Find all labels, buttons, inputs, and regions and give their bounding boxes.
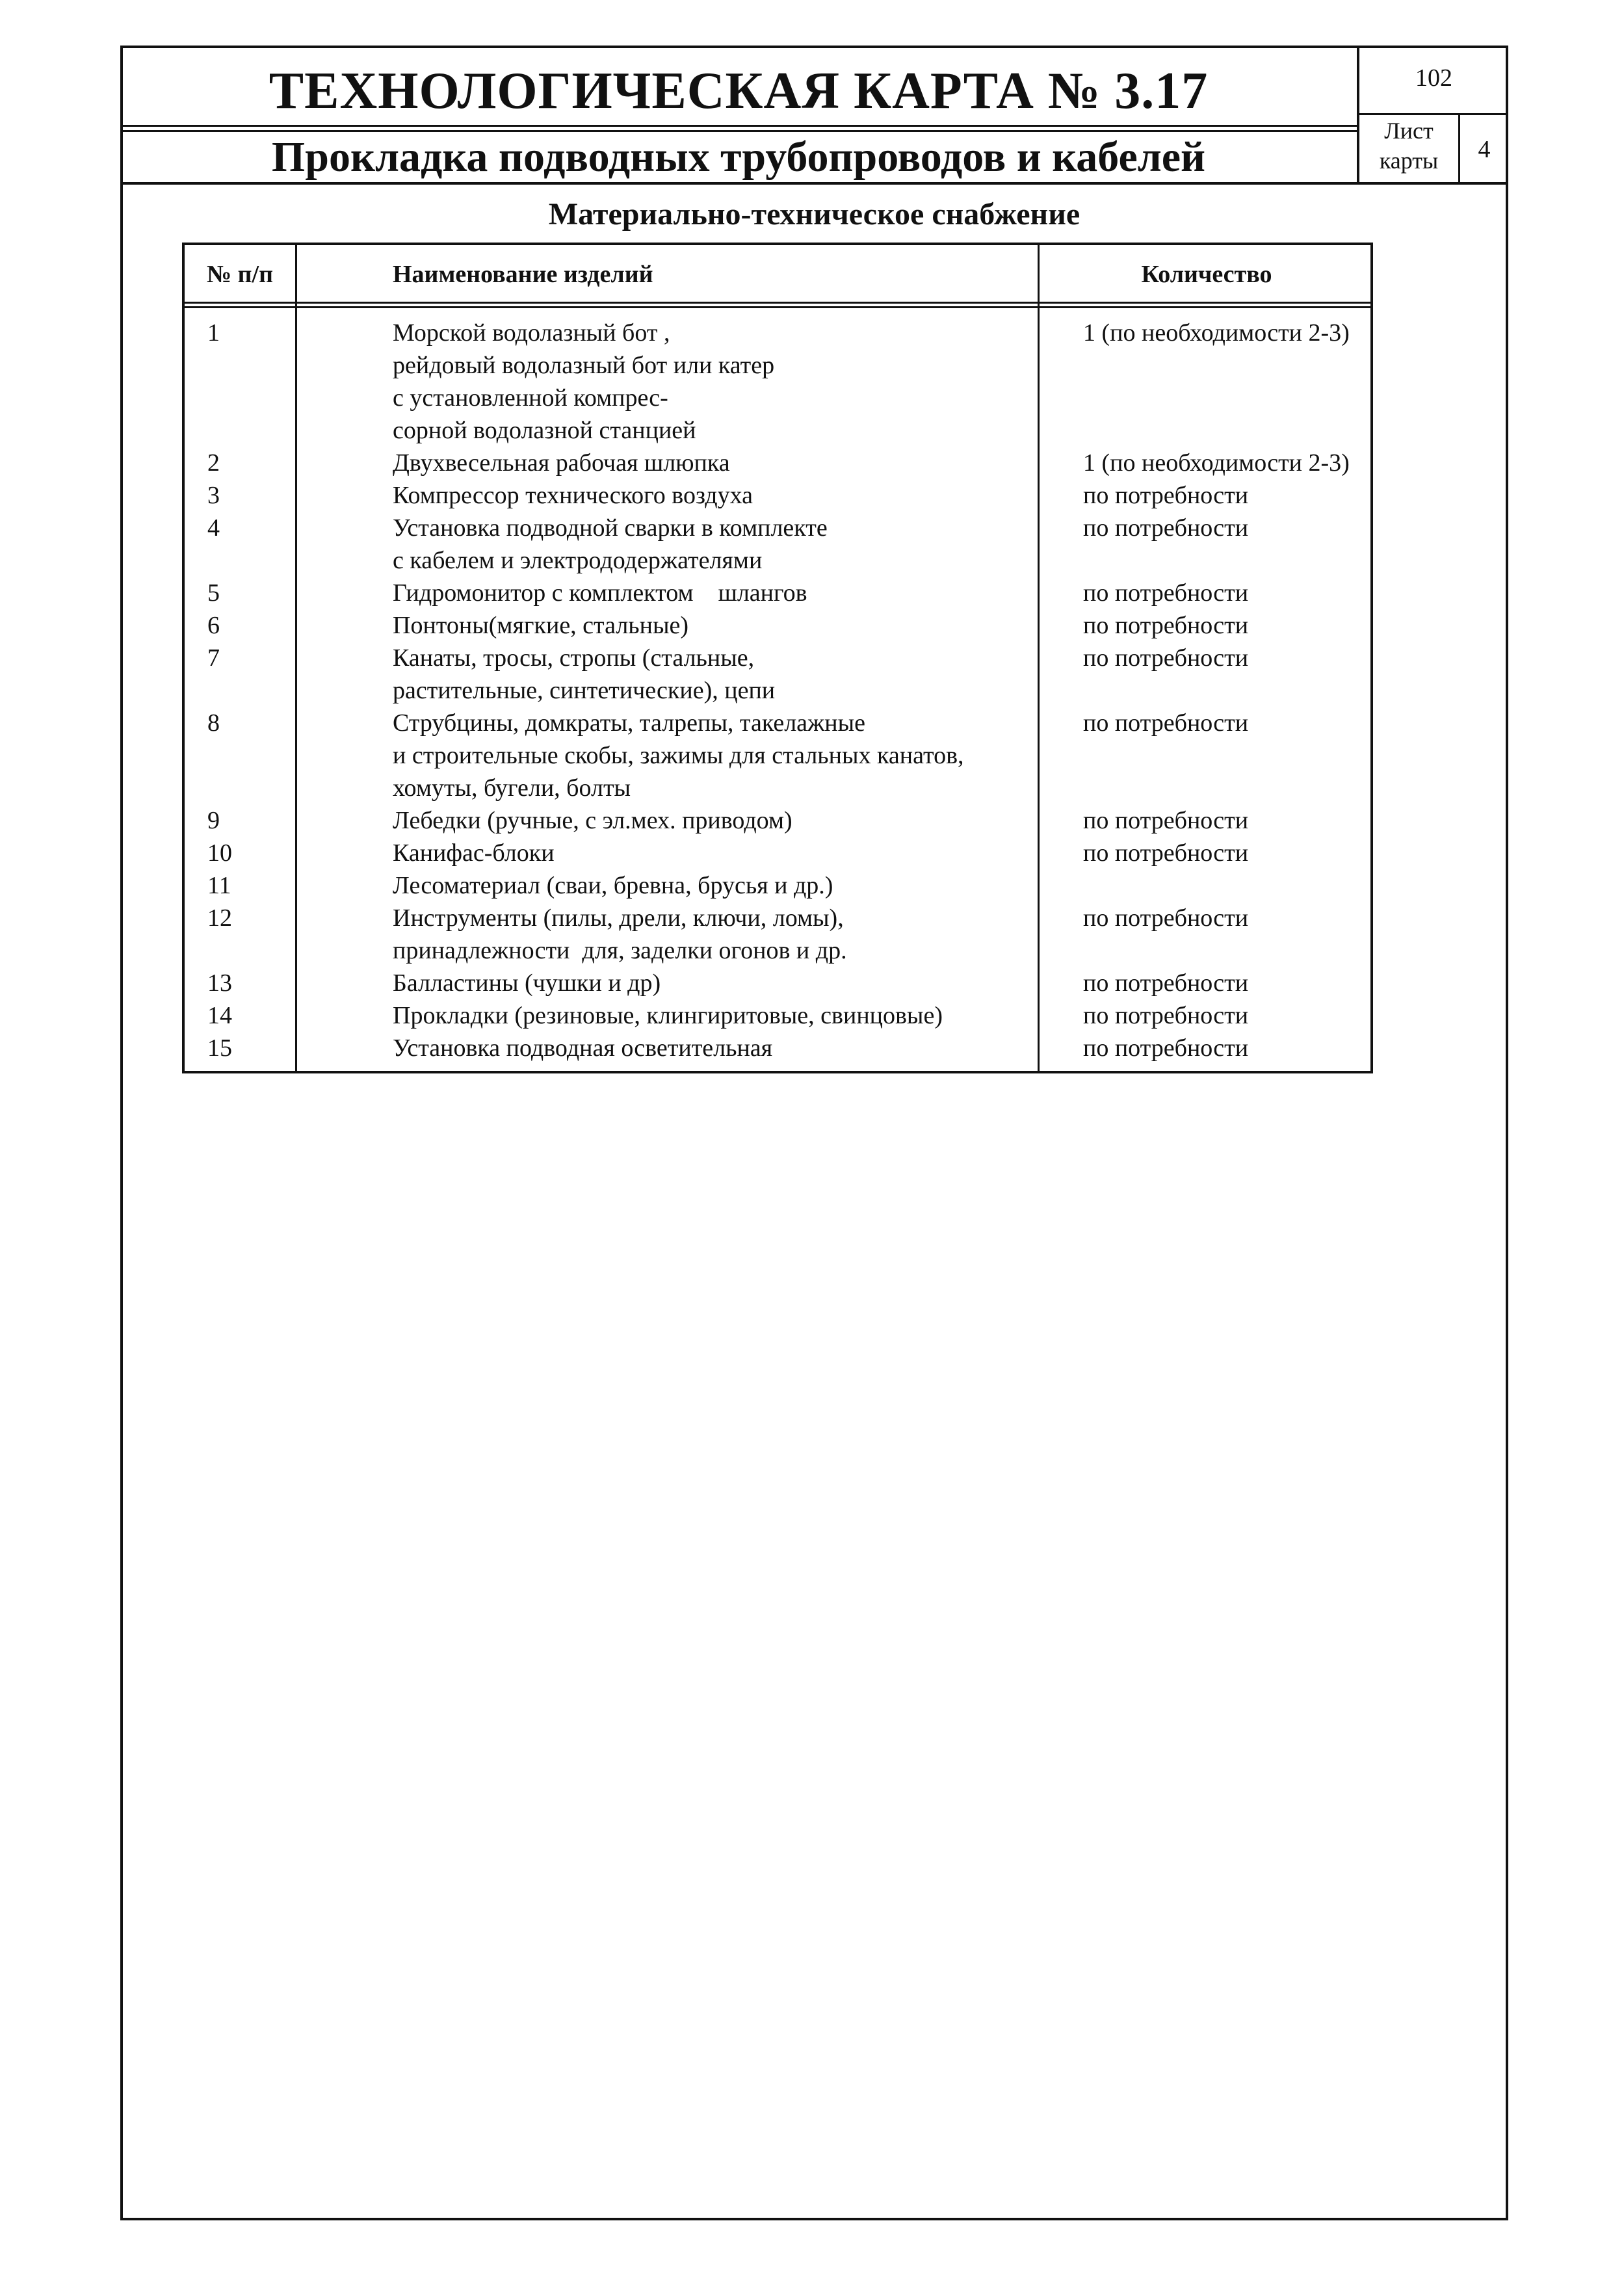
- item-name-line: Инструменты (пилы, дрели, ключи, ломы),: [393, 904, 844, 932]
- table-row: [185, 479, 1370, 512]
- item-name-line: Лесоматериал (сваи, бревна, брусья и др.): [393, 872, 833, 899]
- item-name-line: Двухвесельная рабочая шлюпка: [393, 449, 730, 477]
- item-name-line: Установка подводной сварки в комплекте: [393, 514, 828, 542]
- item-quantity: по потребности: [1083, 514, 1249, 542]
- row-number: 10: [207, 839, 232, 867]
- row-number: 9: [207, 807, 220, 834]
- item-quantity: по потребности: [1083, 579, 1249, 607]
- row-number: 3: [207, 482, 220, 509]
- item-quantity: по потребности: [1083, 482, 1249, 509]
- table-row: [185, 837, 1370, 869]
- table-row: [185, 317, 1370, 447]
- item-quantity: 1 (по необходимости 2-3): [1083, 319, 1350, 347]
- row-number: 13: [207, 969, 232, 997]
- item-name-line: Компрессор технического воздуха: [393, 482, 753, 509]
- item-quantity: по потребности: [1083, 612, 1249, 639]
- sheet-label-line1: Лист: [1384, 118, 1434, 144]
- table-row: [185, 999, 1370, 1032]
- table-row: [185, 609, 1370, 642]
- row-number: 4: [207, 514, 220, 542]
- document-title: ТЕХНОЛОГИЧЕСКАЯ КАРТА № 3.17: [268, 62, 1209, 120]
- header-divider: [120, 125, 1357, 127]
- item-name-line: хомуты, бугели, болты: [393, 774, 631, 802]
- row-number: 8: [207, 709, 220, 737]
- table-row: [185, 967, 1370, 999]
- table-row: [185, 642, 1370, 707]
- row-number: 12: [207, 904, 232, 932]
- item-name-line: Гидромонитор с комплектом шлангов: [393, 579, 807, 607]
- item-name-line: сорной водолазной станцией: [393, 417, 696, 444]
- table-body: [185, 317, 1370, 1064]
- item-quantity: по потребности: [1083, 1034, 1249, 1062]
- table-row: [185, 707, 1370, 804]
- item-name-line: с установленной компрес-: [393, 384, 668, 412]
- table-row: [185, 804, 1370, 837]
- item-name-line: и строительные скобы, зажимы для стальных канатов,: [393, 742, 964, 769]
- item-name-line: Канаты, тросы, стропы (стальные,: [393, 644, 755, 672]
- item-quantity: по потребности: [1083, 839, 1249, 867]
- item-name-line: Канифас-блоки: [393, 839, 555, 867]
- item-name-line: принадлежности для, заделки огонов и др.: [393, 937, 847, 964]
- item-quantity: по потребности: [1083, 709, 1249, 737]
- table-row: [185, 447, 1370, 479]
- item-quantity: по потребности: [1083, 1002, 1249, 1029]
- item-name-line: Понтоны(мягкие, стальные): [393, 612, 688, 639]
- item-name-line: Лебедки (ручные, с эл.мех. приводом): [393, 807, 792, 834]
- row-number: 1: [207, 319, 220, 347]
- side-box-divider: [1357, 113, 1508, 115]
- item-name-line: Балластины (чушки и др): [393, 969, 661, 997]
- table-row: [185, 1032, 1370, 1064]
- item-name-line: Установка подводная осветительная: [393, 1034, 773, 1062]
- item-quantity: по потребности: [1083, 644, 1249, 672]
- sheet-label-line2: карты: [1379, 148, 1439, 174]
- item-name-line: с кабелем и электрододержателями: [393, 547, 763, 574]
- table-row: [185, 512, 1370, 577]
- row-number: 6: [207, 612, 220, 639]
- item-quantity: по потребности: [1083, 807, 1249, 834]
- item-name-line: Морской водолазный бот ,: [393, 319, 670, 347]
- row-number: 5: [207, 579, 220, 607]
- table-row: [185, 902, 1370, 967]
- page-number: 102: [1415, 64, 1452, 92]
- sheet-number: 4: [1478, 136, 1491, 163]
- row-number: 7: [207, 644, 220, 672]
- supply-table: [182, 243, 1373, 1073]
- column-header-number: № п/п: [206, 261, 274, 288]
- row-number: 2: [207, 449, 220, 477]
- item-name-line: рейдовый водолазный бот или катер: [393, 352, 775, 379]
- table-header-divider: [185, 302, 1370, 304]
- table-header-divider-double: [185, 306, 1370, 308]
- table-row: [185, 577, 1370, 609]
- column-header-name: Наименование изделий: [393, 261, 653, 288]
- item-name-line: растительные, синтетические), цепи: [393, 677, 776, 704]
- document-header: [120, 46, 1508, 185]
- item-quantity: 1 (по необходимости 2-3): [1083, 449, 1350, 477]
- row-number: 14: [207, 1002, 232, 1029]
- sheet-label: [1359, 116, 1458, 176]
- item-quantity: по потребности: [1083, 969, 1249, 997]
- item-quantity: по потребности: [1083, 904, 1249, 932]
- column-header-quantity: Количество: [1141, 261, 1272, 288]
- item-name-line: Струбцины, домкраты, талрепы, такелажные: [393, 709, 866, 737]
- item-name-line: Прокладки (резиновые, клингиритовые, свинцовые): [393, 1002, 943, 1029]
- row-number: 15: [207, 1034, 232, 1062]
- document-subtitle: Прокладка подводных трубопроводов и кабелей: [271, 133, 1206, 181]
- table-row: [185, 869, 1370, 902]
- section-title: Материально-техническое снабжение: [548, 197, 1080, 231]
- row-number: 11: [207, 872, 231, 899]
